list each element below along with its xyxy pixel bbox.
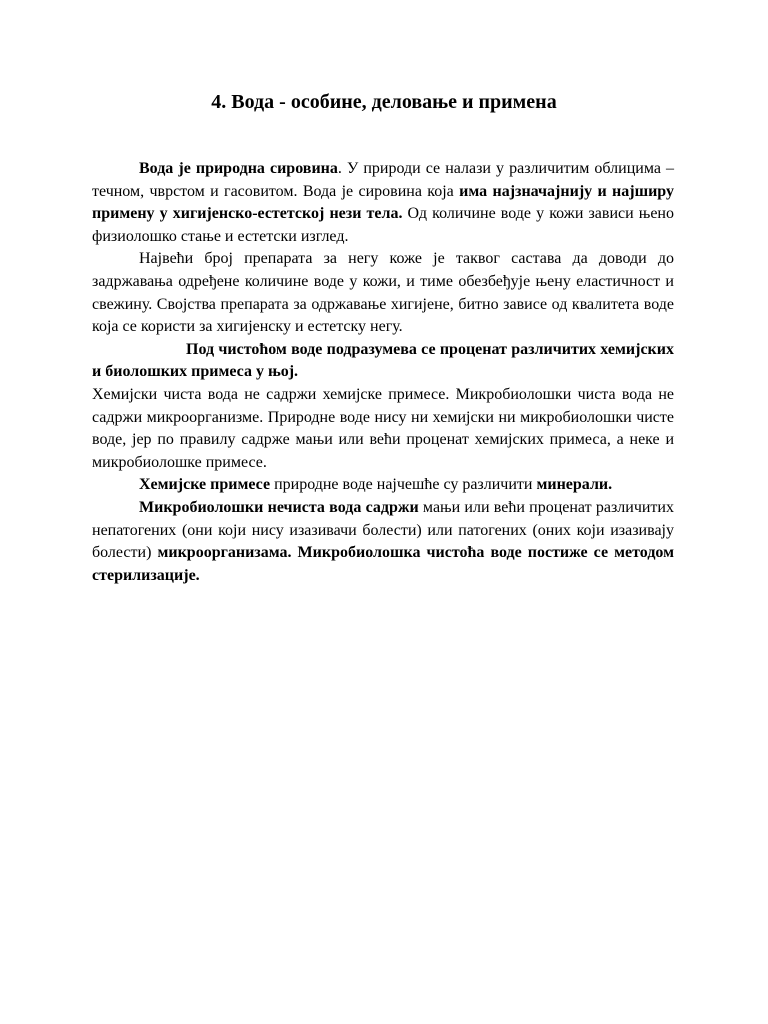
- paragraph-6: [92, 497, 674, 587]
- text-run: Под чистоћом воде подразумева се проценат различитих хемијских и биолошких примеса у њој.: [92, 340, 674, 381]
- text-run: Највећи број препарата за негу коже је таквог састава да доводи до задржавања одређене количине воде у кожи, и тиме обезбеђује њену еластичност и свежину. Својства препарата за одржавање хигијене, битно зависе од квалитета воде која се користи за хигијенску и естетску негу.: [92, 250, 674, 336]
- paragraph-4: [92, 384, 674, 474]
- paragraph-1: [92, 158, 674, 248]
- text-run: Хемијске примесе: [139, 476, 271, 494]
- paragraph-3: [92, 339, 674, 384]
- text-run: минерали.: [536, 476, 613, 494]
- document-body: [92, 158, 674, 587]
- text-run: мањи или већи проценат различитих непатогених (они који нису изазивачи болести) или патогених (оних који изазивају болести): [92, 498, 674, 562]
- text-run: Од количине воде у кожи зависи њено физиолошко стање и естетски изглед.: [92, 205, 674, 245]
- paragraph-5: [92, 474, 674, 497]
- text-run: природне воде најчешће су различити: [270, 476, 537, 494]
- text-run: има најзначајнију и најширу примену у хигијенско-естетској нези тела.: [92, 182, 674, 223]
- text-run: Вода је природна сировина: [139, 160, 338, 177]
- document-title: 4. Вода - особине, деловање и примена: [211, 91, 557, 113]
- text-run: Микробиолошки нечиста вода садржи: [139, 498, 419, 516]
- paragraph-2: [92, 248, 674, 338]
- text-run: Хемијски чиста вода не садржи хемијске примесе. Микробиолошки чиста вода не садржи микроорганизме. Природне воде нису ни хемијски ни микробиолошки чисте воде, јер по правилу садрже мањи или већи проценат хемијских примеса, а неке и микробиолошке примесе.: [92, 385, 674, 471]
- text-run: микроорганизама. Микробиолошка чистоћа воде постиже се методом стерилизације.: [92, 544, 675, 584]
- text-run: . У природи се налази у различитим облицима – течном, чврстом и гасовитом. Вода је сировина која: [92, 160, 675, 200]
